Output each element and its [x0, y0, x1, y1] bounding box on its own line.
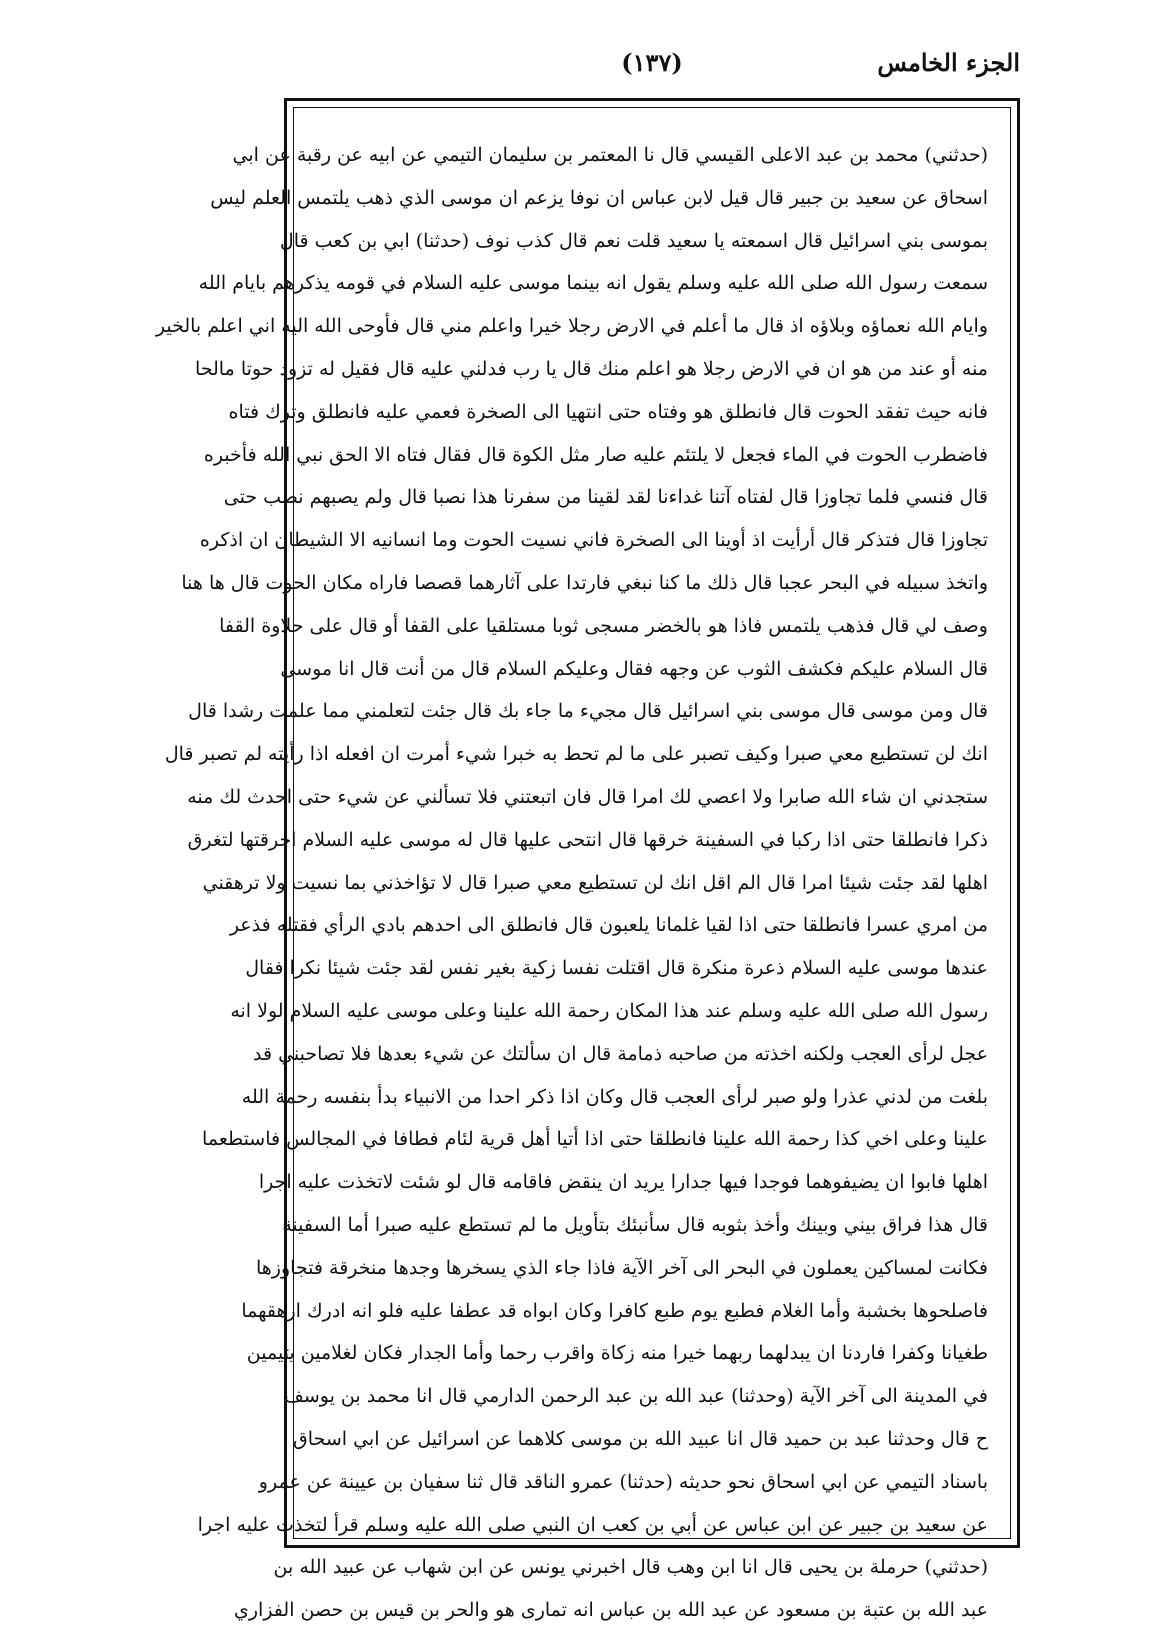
text-line: انك لن تستطيع معي صبرا وكيف تصبر على ما لم تحط به خبرا شيء أمرت ان افعله اذا رأيته لم تصبر قال [164, 743, 988, 766]
text-line: قال فنسي فلما تجاوزا قال لفتاه آتنا غداءنا لقد لقينا من سفرنا هذا نصبا قال ولم يصبهم نصب حتى [223, 486, 988, 509]
text-line: فاصلحوها بخشبة وأما الغلام فطبع يوم طبع كافرا وكان ابواه قد عطفا عليه فلو انه ادرك ارهقهما [241, 1299, 988, 1322]
text-line: علينا وعلى اخي كذا رحمة الله علينا فانطلقا حتى اذا أتيا أهل قرية لئام فطافا في المجالس فاستطعما [202, 1128, 988, 1151]
text-line: اهلها فابوا ان يضيفوهما فوجدا فيها جدارا يريد ان ينقض فاقامه قال لو شئت لاتخذت عليه اجرا [258, 1171, 988, 1194]
text-line: عندها موسى عليه السلام ذعرة منكرة قال اقتلت نفسا زكية بغير نفس لقد جئت شيئا نكرا فقال [245, 957, 988, 980]
text-line: واتخذ سبيله في البحر عجبا قال ذلك ما كنا نبغي فارتدا على آثارهما قصصا فاراه مكان الحوت قال ها هنا [181, 571, 988, 594]
page-frame-inner [155, 107, 1011, 1622]
text-block [155, 134, 988, 1632]
running-title: الجزء الخامس [877, 48, 1020, 77]
text-line: عجل لرأى العجب ولكنه اخذته من صاحبه ذمامة قال ان سألتك عن شيء بعدها فلا تصاحبني قد [252, 1042, 988, 1065]
text-line: ذكرا فانطلقا حتى اذا ركبا في السفينة خرقها قال انتحى عليها قال له موسى عليه السلام اخرقتها لتغرق [187, 828, 988, 851]
text-line: سمعت رسول الله صلى الله عليه وسلم يقول انه بينما موسى عليه السلام في قومه يذكرهم بايام الله [198, 272, 988, 295]
text-line: قال السلام عليكم فكشف الثوب عن وجهه فقال وعليكم السلام قال من أنت قال انا موسى [280, 657, 988, 680]
text-line: في المدينة الى آخر الآية (وحدثنا) عبد الله بن عبد الرحمن الدارمي قال انا محمد بن يوسف [284, 1385, 988, 1408]
text-line: اهلها لقد جئت شيئا امرا قال الم اقل انك لن تستطيع معي صبرا قال لا تؤاخذني بما نسيت ولا ترهقني [202, 871, 988, 894]
page-frame [155, 98, 1020, 1622]
text-line: وصف لي قال فذهب يلتمس فاذا هو بالخضر مسجى ثوبا مستلقيا على القفا أو قال على حلاوة القفا [219, 614, 988, 637]
text-line: (حدثني) محمد بن عبد الاعلى القيسي قال نا المعتمر بن سليمان التيمي عن ابيه عن رقبة عن ابي [232, 144, 988, 166]
text-line: بلغت من لدني عذرا ولو صبر لرأى العجب قال وكان اذا ذكر احدا من الانبياء بدأ بنفسه رحمة الله [241, 1085, 988, 1108]
page-header [284, 48, 1020, 98]
text-line: تجاوزا قال فتذكر قال أرأيت اذ أوينا الى الصخرة فاني نسيت الحوت وما انسانيه الا الشيطان ان اذكره [199, 529, 988, 552]
text-line: عن سعيد بن جبير عن ابن عباس عن أبي بن كعب ان النبي صلى الله عليه وسلم قرأ لتخذت عليه اجرا [197, 1513, 988, 1536]
text-line: (حدثني) حرملة بن يحيى قال انا ابن وهب قال اخبرني يونس عن ابن شهاب عن عبيد الله بن [273, 1556, 988, 1579]
text-line: باسناد التيمي عن ابي اسحاق نحو حديثه (حدثنا) عمرو الناقد قال ثنا سفيان بن عيينة عن عمرو [258, 1470, 988, 1493]
text-line: قال ومن موسى قال موسى بني اسرائيل قال مجيء ما جاء بك قال جئت لتعلمني مما علمت رشدا قال [188, 700, 988, 723]
text-line: ح قال وحدثنا عبد بن حميد قال انا عبيد الله بن موسى كلاهما عن اسرائيل عن ابي اسحاق [293, 1427, 988, 1450]
text-line: رسول الله صلى الله عليه وسلم عند هذا المكان رحمة الله علينا وعلى موسى عليه السلام لولا انه [230, 999, 988, 1022]
text-line: عبد الله بن عتبة بن مسعود عن عبد الله بن عباس انه تمارى هو والحر بن قيس بن حصن الفزاري [234, 1599, 988, 1622]
page-number: (١٣٧) [621, 48, 683, 77]
text-line: فاضطرب الحوت في الماء فجعل لا يلتئم عليه صار مثل الكوة قال فقال فتاه الا الحق نبي الله فأخبره [203, 443, 988, 466]
text-line: فكانت لمساكين يعملون في البحر الى آخر الآية فاذا جاء الذي يسخرها وجدها منخرقة فتجاوزها [255, 1256, 988, 1279]
text-line: طغيانا وكفرا فاردنا ان يبدلهما ربهما خيرا منه زكاة واقرب رحما وأما الجدار فكان لغلامين يتيمين [246, 1342, 988, 1365]
text-line: منه أو عند من هو ان في الارض رجلا هو اعلم منك قال يا رب فدلني عليه قال فقيل له تزود حوتا مالحا [194, 357, 988, 380]
text-line: قال هذا فراق بيني وبينك وأخذ بثوبه قال سأنبئك بتأويل ما لم تستطع عليه صبرا أما السفينة [282, 1213, 988, 1236]
text-line: اسحاق عن سعيد بن جبير قال قيل لابن عباس ان نوفا يزعم ان موسى الذي ذهب يلتمس العلم ليس [210, 186, 988, 209]
text-line: من امري عسرا فانطلقا حتى اذا لقيا غلمانا يلعبون قال فانطلق الى احدهم بادي الرأي فقتله فذعر [229, 914, 988, 937]
text-line: وايام الله نعماؤه وبلاؤه اذ قال ما أعلم في الارض رجلا خيرا واعلم مني قال فأوحى الله اليه اني اعلم بالخير [155, 315, 988, 338]
text-line: فانه حيث تفقد الحوت قال فانطلق هو وفتاه حتى انتهيا الى الصخرة فعمي عليه فانطلق وترك فتاه [228, 400, 988, 423]
text-line: ستجدني ان شاء الله صابرا ولا اعصي لك امرا قال فان اتبعتني فلا تسألني عن شيء حتى احدث لك منه [187, 785, 988, 808]
text-line: بموسى بني اسرائيل قال اسمعته يا سعيد قلت نعم قال كذب نوف (حدثنا) ابي بن كعب قال [279, 229, 988, 252]
